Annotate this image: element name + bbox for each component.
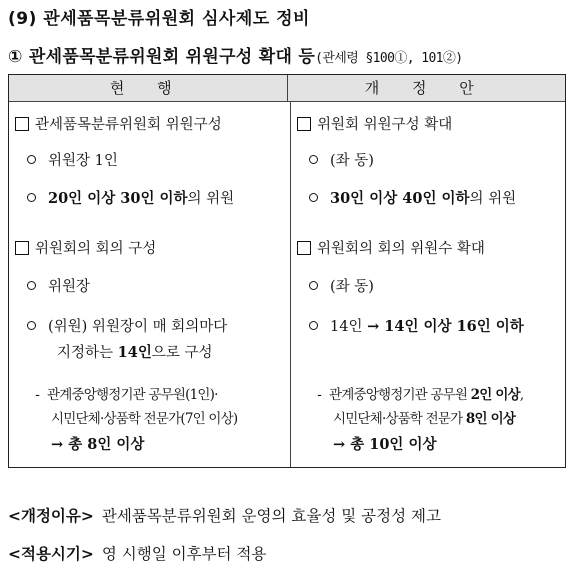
subsection-title: ① 관세품목분류위원회 위원구성 확대 등 [8, 47, 316, 67]
left-section-1-title: 관세품목분류위원회 위원구성 [15, 113, 286, 134]
right-sub-item-line-2: 시민단체·상품학 전문가 8인 이상 [333, 411, 516, 427]
right-section-1-item-1: (좌 동) [297, 149, 561, 170]
section-heading: (9) 관세품목분류위원회 심사제도 정비 [8, 9, 310, 29]
circle-bullet-icon [309, 281, 318, 290]
right-sub-item-line-1: - 관계중앙행정기관 공무원 2인 이상, [297, 383, 561, 403]
subsection-heading [8, 42, 463, 67]
square-bullet-icon [297, 117, 311, 131]
header-amended: 개 정 안 [364, 79, 488, 97]
left-sub-item-line-1: - 관계중앙행정기관 공무원(1인)· [15, 383, 286, 403]
circle-bullet-icon [309, 193, 318, 202]
right-section-1-item-2: 30인 이상 40인 이하의 위원 [297, 187, 561, 208]
right-sub-item-total: → 총 10인 이상 [333, 436, 437, 453]
right-section-1-title: 위원회 위원구성 확대 [297, 113, 561, 134]
timing-text: 영 시행일 이후부터 적용 [101, 545, 267, 563]
circle-bullet-icon [27, 155, 36, 164]
left-section-2-item-2-cont: 지정하는 14인으로 구성 [57, 344, 213, 361]
current-column [9, 101, 291, 467]
left-sub-item-total: → 총 8인 이상 [51, 436, 145, 453]
law-reference: (관세령 §100①, 101②) [315, 51, 463, 66]
circle-bullet-icon [309, 321, 318, 330]
application-timing [8, 542, 266, 564]
circle-bullet-icon [309, 155, 318, 164]
dash-bullet-icon: - [317, 387, 321, 403]
reason-text: 관세품목분류위원회 운영의 효율성 및 공정성 제고 [101, 507, 441, 525]
left-section-2-title: 위원회의 회의 구성 [15, 237, 286, 258]
left-sub-item-line-2: 시민단체·상품학 전문가(7인 이상) [51, 411, 238, 427]
circle-bullet-icon [27, 281, 36, 290]
circle-bullet-icon [27, 193, 36, 202]
timing-label: <적용시기> [8, 545, 94, 563]
left-section-2-item-2: (위원) 위원장이 매 회의마다 [15, 315, 286, 336]
right-section-2-item-1: (좌 동) [297, 275, 561, 296]
left-section-1-item-1: 위원장 1인 [15, 149, 286, 170]
left-section-2-item-1: 위원장 [15, 275, 286, 296]
square-bullet-icon [297, 241, 311, 255]
amendment-reason [8, 504, 441, 526]
header-current: 현 행 [9, 75, 288, 101]
circle-bullet-icon [27, 321, 36, 330]
comparison-table [8, 74, 566, 468]
dash-bullet-icon: - [35, 387, 39, 403]
table-header [9, 75, 565, 102]
right-section-2-item-2: 14인 → 14인 이상 16인 이하 [297, 315, 561, 336]
reason-label: <개정이유> [8, 507, 94, 525]
left-section-1-item-2: 20인 이상 30인 이하의 위원 [15, 187, 286, 208]
right-section-2-title: 위원회의 회의 위원수 확대 [297, 237, 561, 258]
square-bullet-icon [15, 117, 29, 131]
amended-column [291, 101, 565, 467]
square-bullet-icon [15, 241, 29, 255]
